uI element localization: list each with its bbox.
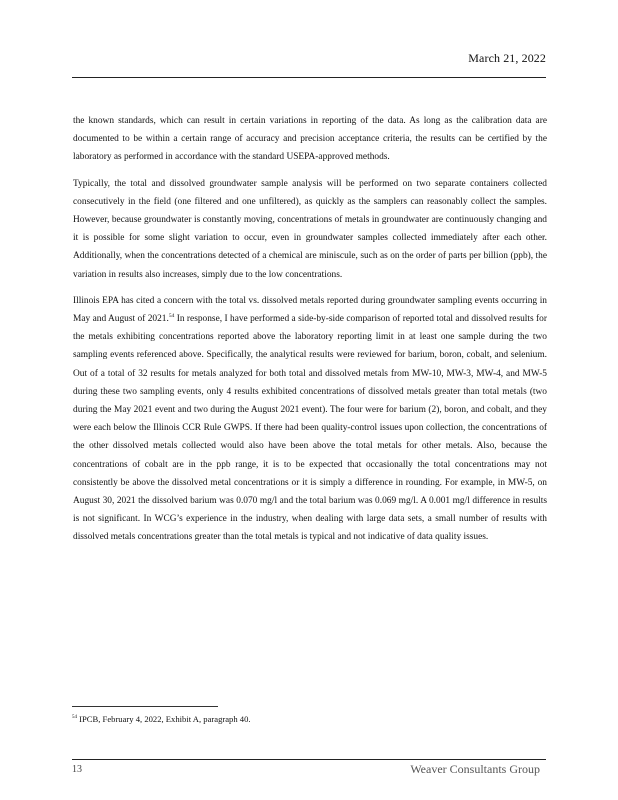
header-date: March 21, 2022 bbox=[468, 51, 546, 65]
footnote-reference: 54 bbox=[168, 312, 175, 319]
body-text bbox=[73, 112, 547, 555]
footnote bbox=[72, 714, 251, 725]
footer-rule bbox=[72, 759, 546, 760]
paragraph-text-after-ref: In response, I have performed a side-by-side comparison of reported total and dissolved results for the metals exhibiting concentrations reported above the laboratory reporting limit in at least one sample during the two sampling events referenced above. Specifically, the analytical results were reviewed for barium, boron, cobalt, and selenium. Out of a total of 32 results for metals analyzed for both total and dissolved metals from MW-10, MW-3, MW-4, and MW-5 during these two sampling events, only 4 results exhibited concentrations of dissolved metals greater than total metals (two during the May 2021 event and two during the August 2021 event). The four were for barium (2), boron, and cobalt, and they were each below the Illinois CCR Rule GWPS. If there had been quality-control issues upon collection, the concentrations of the other dissolved metals collected would also have been above the total metals for other metals. Also, because the concentrations of cobalt are in the ppb range, it is to be expected that occasionally the total concentrations may not consistently be above the dissolved metal concentrations or it is simply a difference in rounding. For example, in MW-5, on August 30, 2021 the dissolved barium was 0.070 mg/l and the total barium was 0.069 mg/l. A 0.001 mg/l difference in results is not significant. In WCG’s experience in the industry, when dealing with large data sets, a small number of results with dissolved metals concentrations greater than the total metals is typical and not indicative of data quality issues. bbox=[73, 314, 547, 543]
paragraph-illinois-epa bbox=[73, 292, 547, 547]
page-number: 13 bbox=[72, 764, 82, 775]
paragraph-text-before-ref: Illinois EPA has cited a concern with the total vs. dissolved metals reported during groundwater sampling events occurring in May and August of 2021. bbox=[73, 295, 547, 325]
footnote-rule bbox=[72, 706, 218, 707]
paragraph-sample-analysis: Typically, the total and dissolved groundwater sample analysis will be performed on two separate containers collected consecutively in the field (one filtered and one unfiltered), as quickly as the samplers can reasonably collect the samples. However, because groundwater is constantly moving, concentrations of metals in groundwater are continuously changing and it is possible for some slight variation to occur, even in groundwater samples collected immediately after each other. Additionally, when the concentrations detected of a chemical are miniscule, such as on the order of parts per billion (ppb), the variation in results also increases, simply due to the low concentrations. bbox=[73, 178, 547, 280]
header-rule bbox=[72, 77, 546, 78]
footnote-text: IPCB, February 4, 2022, Exhibit A, paragraph 40. bbox=[77, 714, 251, 724]
footnote-number: 54 bbox=[72, 715, 77, 721]
company-name: Weaver Consultants Group bbox=[410, 762, 540, 776]
paragraph-calibration: the known standards, which can result in certain variations in reporting of the data. As long as the calibration data are documented to be within a certain range of accuracy and precision acceptance criteria, the results can be certified by the laboratory as performed in accordance with the standard USEPA-approved methods. bbox=[73, 116, 547, 163]
